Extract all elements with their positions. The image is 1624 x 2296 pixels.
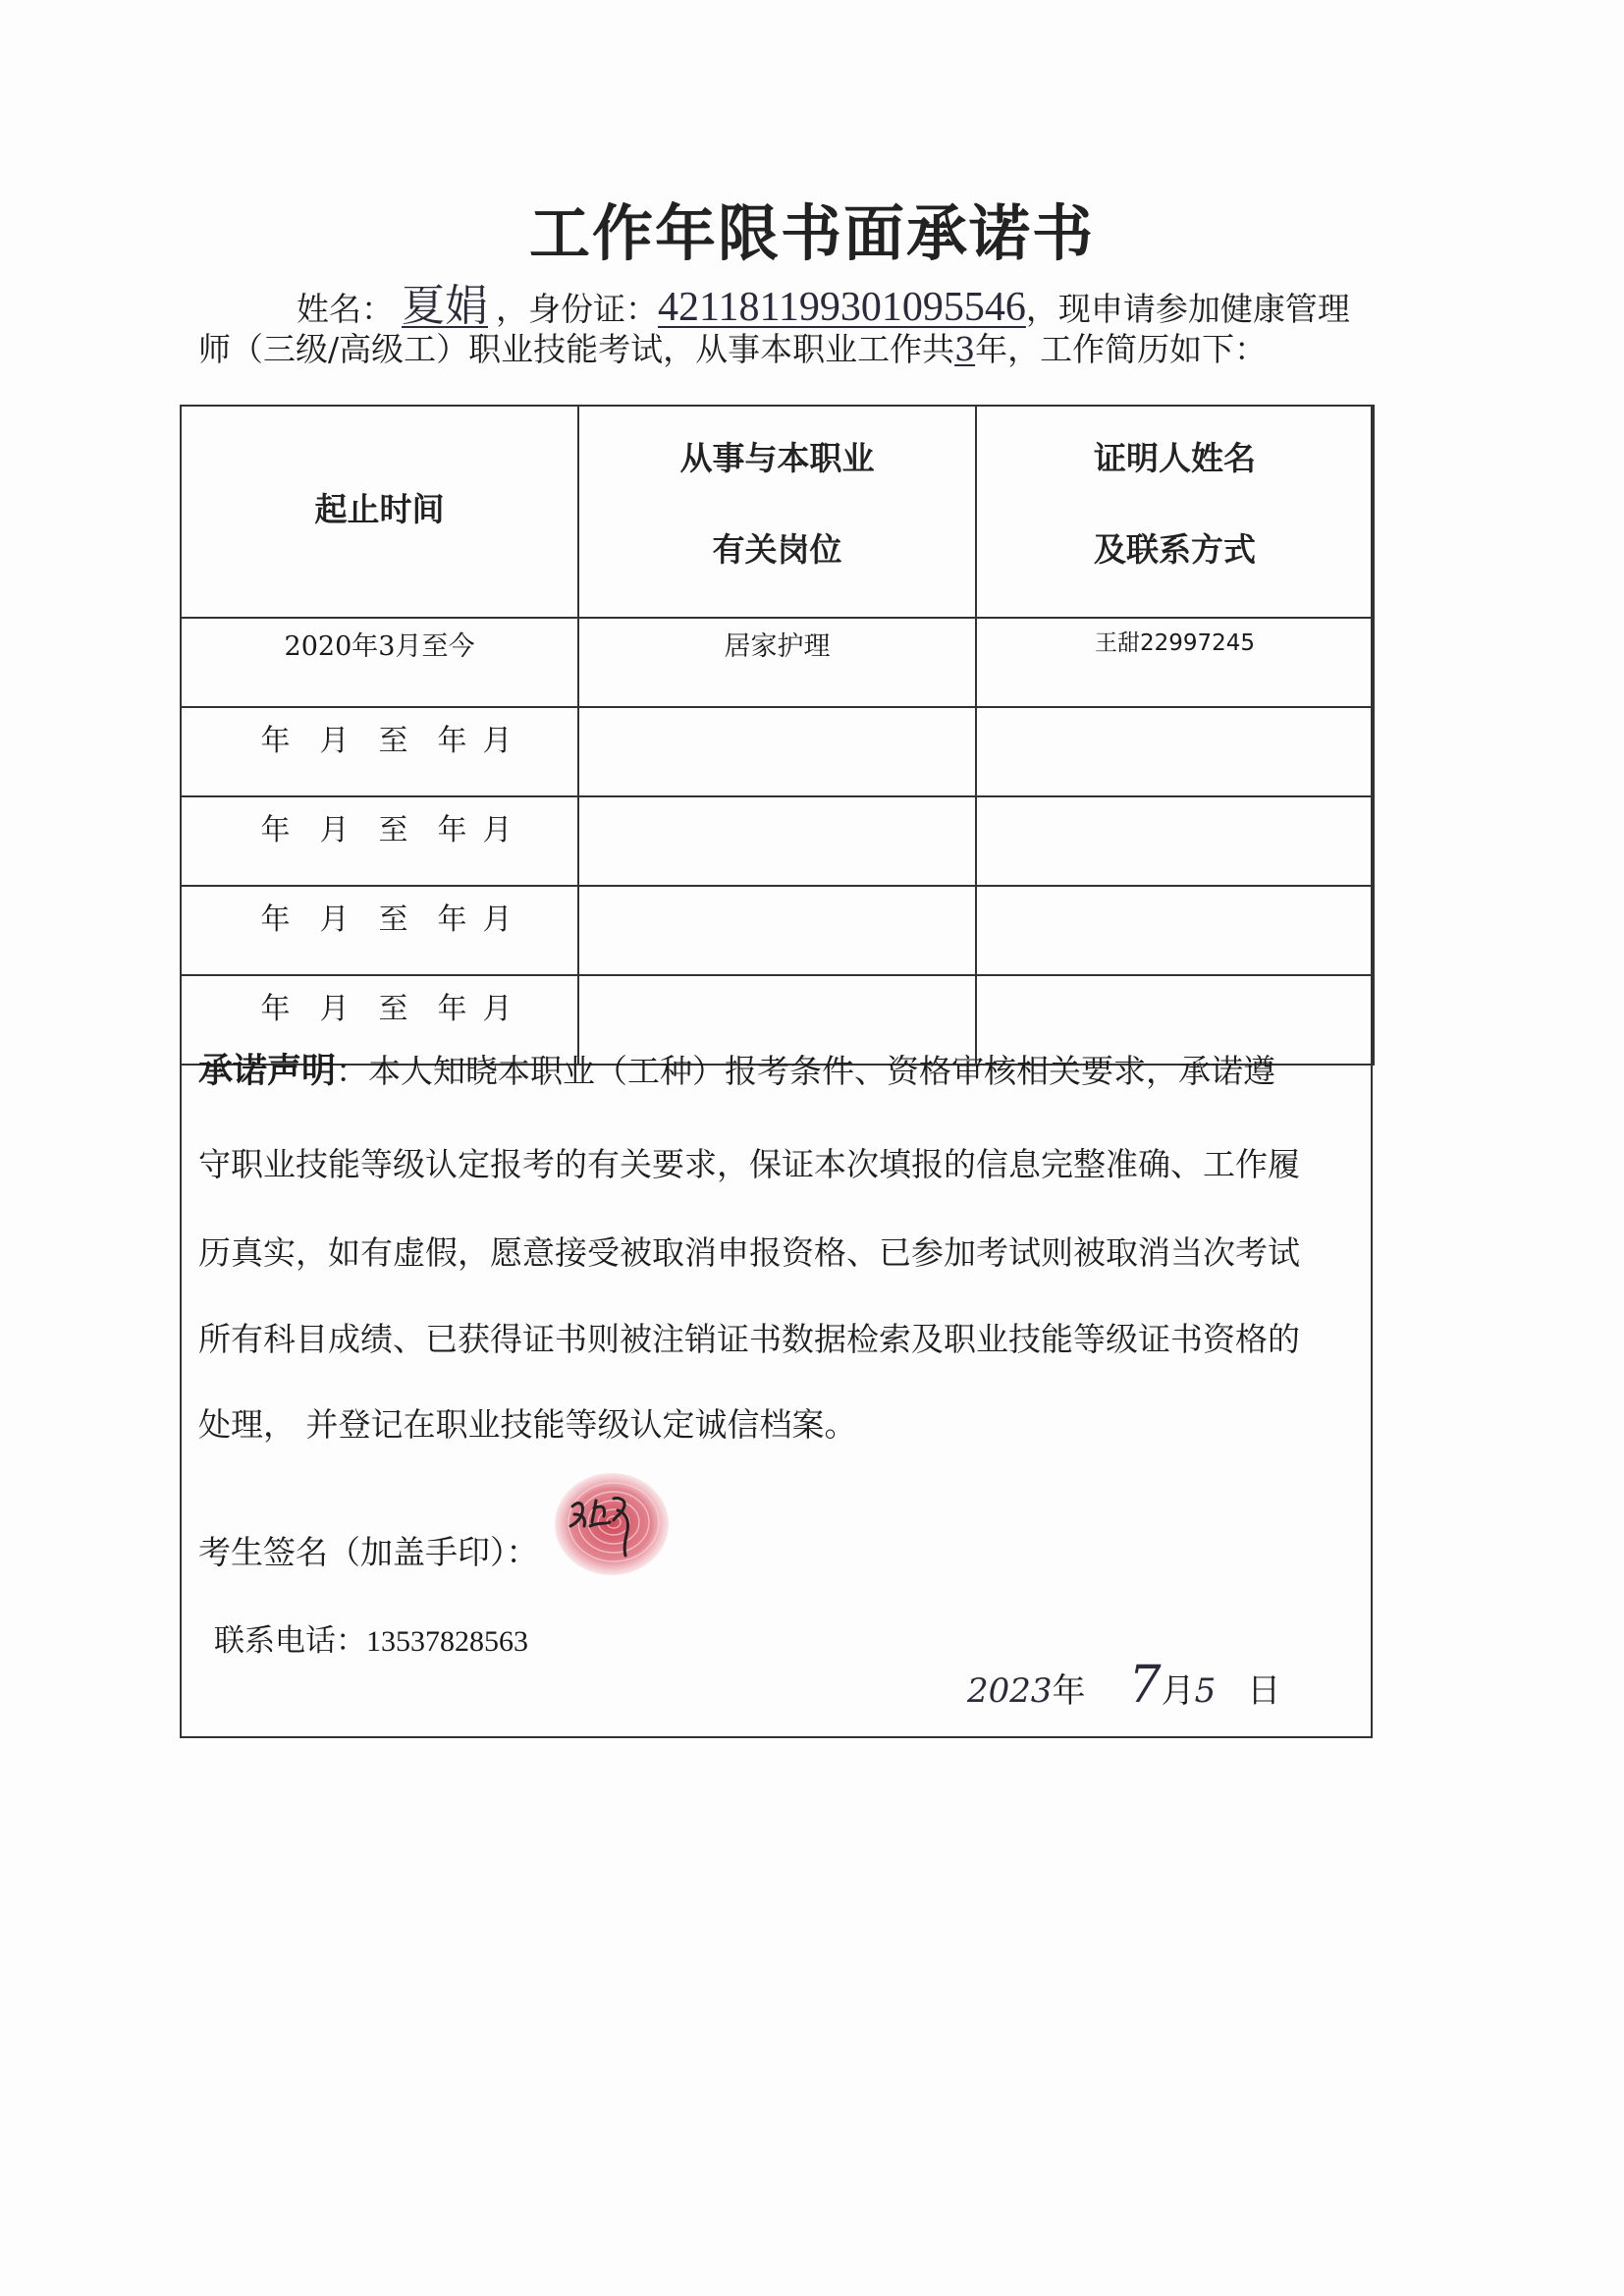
header-post-line1: 从事与本职业	[679, 439, 875, 477]
work-history-table	[180, 405, 1375, 1066]
intro-line-2	[198, 324, 1267, 370]
blank-year-to: 年	[437, 902, 467, 937]
blank-month-from: 月	[319, 724, 350, 758]
apply-text: ，现申请参加健康管理	[1025, 290, 1350, 328]
blank-month-from: 月	[319, 992, 350, 1026]
header-post-line2: 有关岗位	[712, 530, 842, 569]
date-year-value: 2023	[967, 1671, 1053, 1711]
header-time	[181, 406, 578, 618]
blank-year-to: 年	[437, 813, 467, 847]
signature-label: 考生签名（加盖手印）：	[198, 1533, 539, 1571]
blank-month-to: 月	[482, 992, 513, 1026]
table-row-blank	[181, 886, 1374, 975]
date-month-label: 月	[1161, 1671, 1195, 1711]
id-number-value: 421181199301095546	[658, 285, 1026, 330]
reference-value: 王甜22997245	[1094, 630, 1256, 656]
blank-month-to: 月	[482, 724, 513, 758]
sign-date	[967, 1656, 1280, 1715]
blank-year-from: 年	[260, 813, 291, 847]
header-reference	[976, 406, 1374, 618]
date-day-label: 日	[1247, 1671, 1281, 1711]
table-row-blank	[181, 707, 1374, 796]
header-ref-line2: 及联系方式	[1094, 530, 1256, 569]
cell-reference-blank	[976, 796, 1374, 886]
blank-month-from: 月	[319, 902, 350, 937]
blank-year-to: 年	[437, 724, 467, 758]
table-row	[181, 618, 1374, 707]
blank-year-from: 年	[260, 902, 291, 937]
header-time-label: 起止时间	[314, 489, 445, 528]
date-month-value: 7	[1128, 1656, 1162, 1715]
cell-time-blank	[181, 707, 578, 796]
header-ref-line1: 证明人姓名	[1094, 439, 1256, 477]
id-label: ，身份证：	[496, 290, 658, 328]
cell-post-blank	[578, 796, 976, 886]
name-value: 夏娟	[402, 281, 488, 331]
blank-month-to: 月	[482, 813, 513, 847]
intro-line-2-suffix: 年，工作简历如下：	[975, 330, 1268, 368]
phone-value: 13537828563	[366, 1625, 528, 1658]
blank-month-from: 月	[319, 813, 350, 847]
document-title: 工作年限书面承诺书	[528, 197, 1095, 269]
cell-time-blank	[181, 886, 578, 975]
phone-row	[214, 1615, 528, 1660]
cell-reference	[976, 618, 1374, 707]
blank-to: 至	[378, 992, 408, 1026]
pledge-text-1: ：本人知晓本职业（工种）报考条件、资格审核相关要求，承诺遵	[336, 1052, 1276, 1090]
pledge-line-1	[198, 1044, 1275, 1093]
table-row-blank	[181, 796, 1374, 886]
blank-month-to: 月	[482, 902, 513, 937]
name-label: 姓名：	[297, 290, 394, 328]
cell-time-blank	[181, 796, 578, 886]
blank-to: 至	[378, 813, 408, 847]
blank-to: 至	[378, 724, 408, 758]
blank-year-from: 年	[260, 724, 291, 758]
date-day-value: 5	[1194, 1671, 1217, 1711]
pledge-line-4: 所有科目成绩、已获得证书则被注销证书数据检索及职业技能等级证书资格的	[198, 1320, 1300, 1358]
intro-line-2-prefix: 师（三级/高级工）职业技能考试，从事本职业工作共	[198, 330, 955, 368]
blank-year-to: 年	[437, 992, 467, 1026]
phone-label: 联系电话：	[214, 1623, 366, 1659]
pledge-line-2: 守职业技能等级认定报考的有关要求，保证本次填报的信息完整准确、工作履	[198, 1145, 1300, 1183]
cell-time: 2020年3月至今	[181, 618, 578, 707]
pledge-line-3: 历真实，如有虚假，愿意接受被取消申报资格、已参加考试则被取消当次考试	[198, 1233, 1300, 1272]
cell-reference-blank	[976, 707, 1374, 796]
header-post	[578, 406, 976, 618]
cell-post-blank	[578, 886, 976, 975]
cell-post-blank	[578, 707, 976, 796]
table-header-row	[181, 406, 1374, 618]
blank-year-from: 年	[260, 992, 291, 1026]
years-value: 3	[954, 330, 976, 368]
pledge-heading: 承诺声明	[198, 1052, 337, 1091]
pledge-line-5: 处理， 并登记在职业技能等级认定诚信档案。	[198, 1405, 857, 1444]
fingerprint-signature-stamp	[545, 1465, 673, 1593]
blank-to: 至	[378, 902, 408, 937]
date-year-label: 年	[1052, 1671, 1086, 1711]
cell-reference-blank	[976, 886, 1374, 975]
cell-post: 居家护理	[578, 618, 976, 707]
